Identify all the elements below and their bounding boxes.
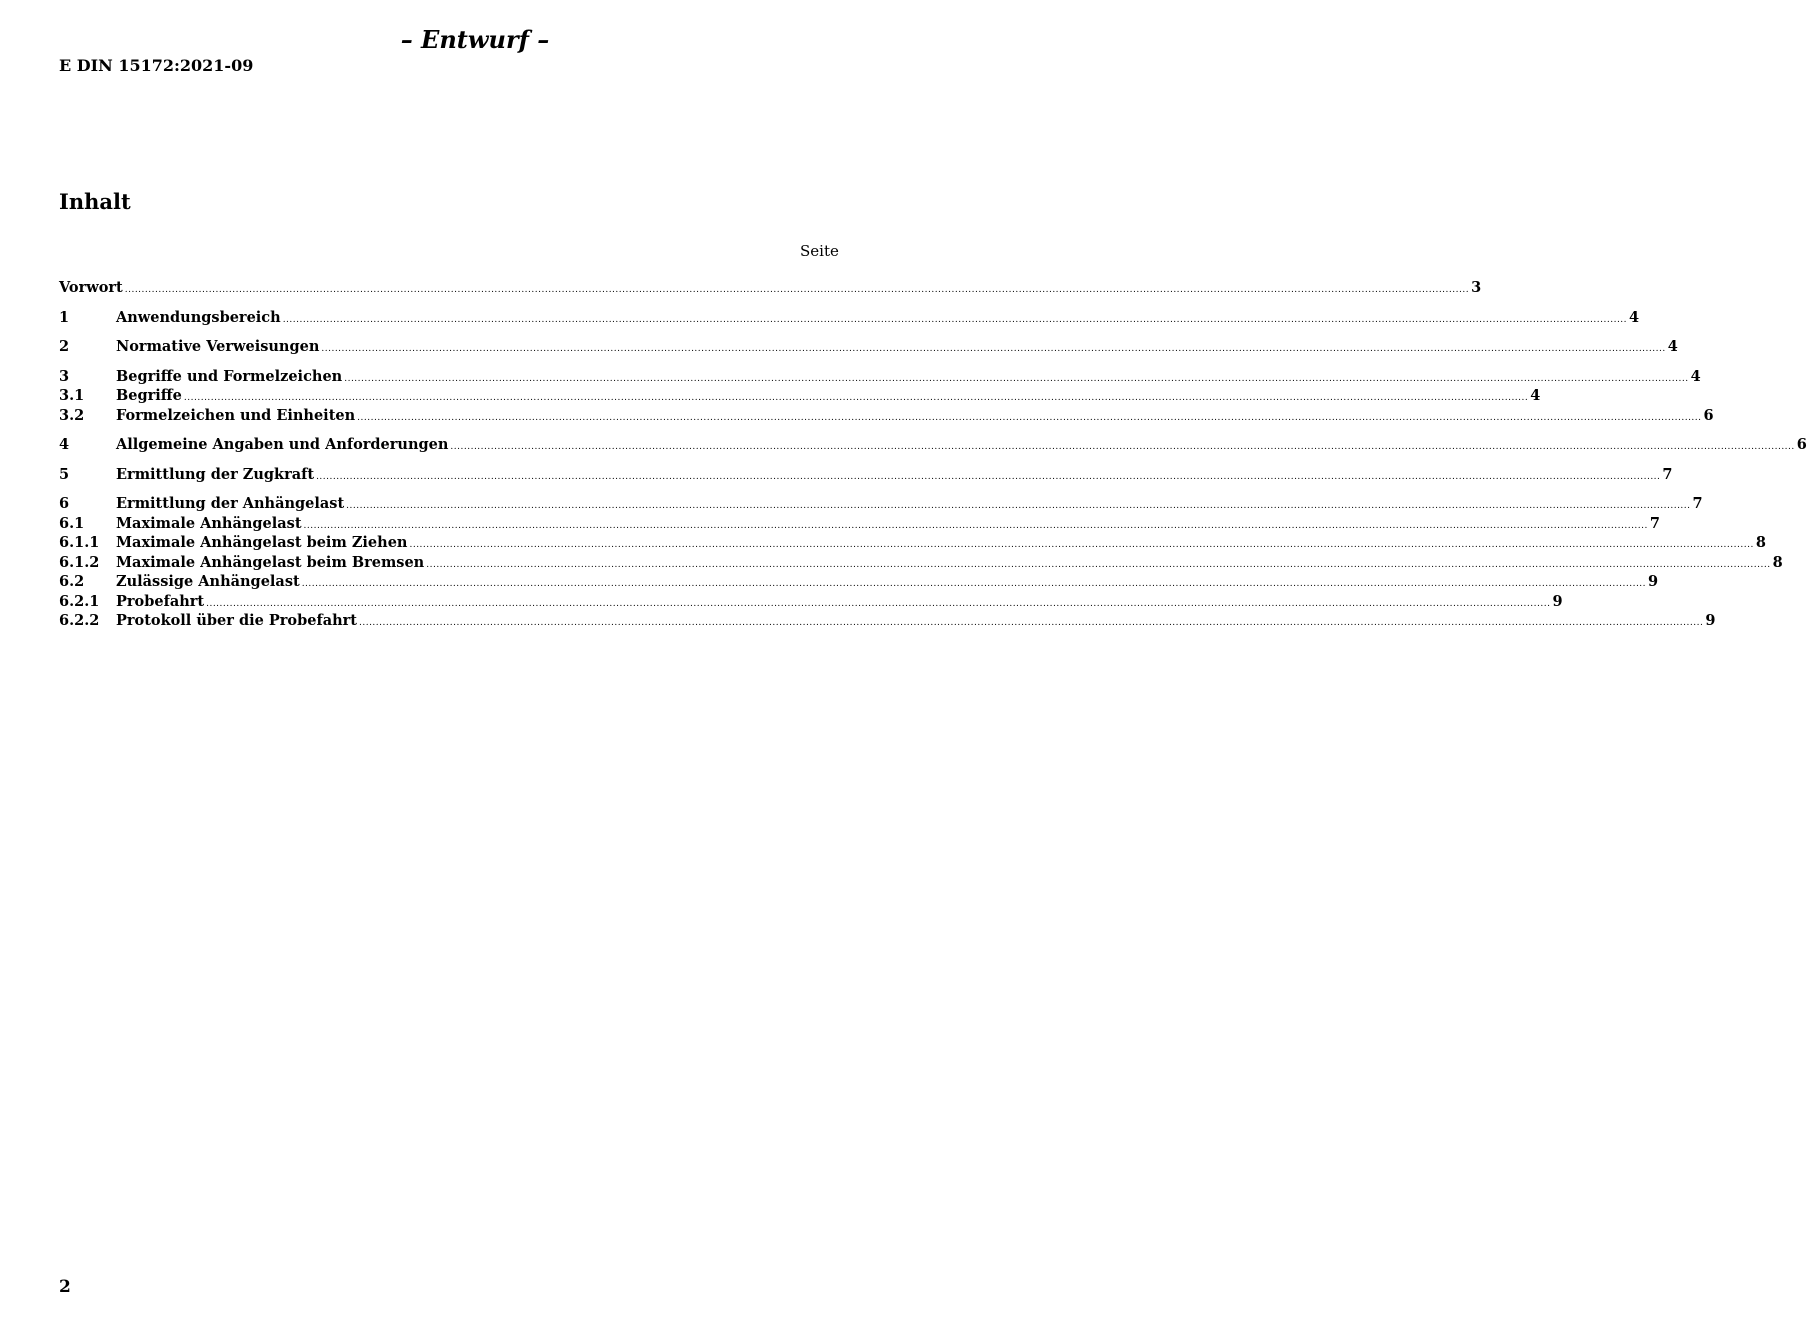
- toc-entry-number: 4: [59, 436, 70, 453]
- toc-entry-number: 6.2: [59, 573, 85, 590]
- toc-entry-title: Formelzeichen und Einheiten: [116, 406, 356, 424]
- toc-leader-dots: ................................................................................................................................................................................................................................................................................................................................................................................................................: [124, 285, 1470, 295]
- toc-entry[interactable]: [59, 611, 1716, 631]
- toc-entry-number: 1: [59, 308, 70, 326]
- toc-entry-page: 7: [1692, 495, 1703, 512]
- toc-entry-number: 6.2.2: [59, 612, 100, 629]
- toc-entry[interactable]: [59, 406, 1714, 426]
- document-id: E DIN 15172:2021-09: [59, 56, 254, 75]
- toc-entry-page: 4: [1629, 308, 1640, 326]
- toc-entry-title: Begriffe: [116, 387, 182, 404]
- toc-leader-dots: ................................................................................................................................................................................................................................................................................................................................................................................................................: [316, 471, 1661, 482]
- toc-leader-dots: ................................................................................................................................................................................................................................................................................................................................................................................................................: [206, 598, 1551, 609]
- toc-leader-dots: ................................................................................................................................................................................................................................................................................................................................................................................................................: [426, 559, 1771, 570]
- toc-entry-page: 9: [1552, 592, 1563, 610]
- toc-entry[interactable]: [59, 465, 1673, 485]
- toc-entry-title: Allgemeine Angaben und Anforderungen: [116, 436, 449, 453]
- toc-entry-title: Maximale Anhängelast beim Bremsen: [116, 553, 425, 571]
- toc-entry-number: 6.1.1: [59, 534, 100, 551]
- toc-leader-dots: ................................................................................................................................................................................................................................................................................................................................................................................................................: [450, 442, 1795, 452]
- draft-mark: – Entwurf –: [400, 25, 550, 54]
- toc-entry-number: 6: [59, 495, 70, 512]
- toc-entry-title: Maximale Anhängelast beim Ziehen: [116, 534, 408, 551]
- toc-entry-page: 7: [1662, 465, 1673, 483]
- toc-entry-title: Maximale Anhängelast: [116, 514, 302, 532]
- toc-entry-title: Probefahrt: [116, 592, 205, 610]
- table-of-contents: [59, 278, 1807, 631]
- toc-entry-page: 6: [1703, 406, 1714, 424]
- toc-entry-title: Vorwort: [59, 279, 123, 296]
- toc-leader-dots: ................................................................................................................................................................................................................................................................................................................................................................................................................: [303, 520, 1648, 531]
- toc-entry-page: 3: [1471, 279, 1482, 296]
- toc-leader-dots: ................................................................................................................................................................................................................................................................................................................................................................................................................: [321, 344, 1666, 354]
- toc-heading: Inhalt: [59, 189, 131, 214]
- toc-entry[interactable]: [59, 572, 1659, 592]
- toc-entry[interactable]: [59, 494, 1703, 514]
- toc-entry-number: 3: [59, 367, 70, 385]
- toc-leader-dots: ................................................................................................................................................................................................................................................................................................................................................................................................................: [183, 393, 1529, 403]
- toc-entry-title: Anwendungsbereich: [116, 308, 281, 326]
- toc-entry[interactable]: [59, 553, 1783, 573]
- toc-leader-dots: ................................................................................................................................................................................................................................................................................................................................................................................................................: [409, 540, 1754, 550]
- toc-entry-page: 9: [1648, 573, 1659, 590]
- toc-entry-number: 6.2.1: [59, 592, 100, 610]
- toc-entry[interactable]: [59, 278, 1482, 298]
- toc-entry[interactable]: [59, 514, 1660, 534]
- toc-leader-dots: ................................................................................................................................................................................................................................................................................................................................................................................................................: [301, 579, 1647, 589]
- toc-entry-title: Begriffe und Formelzeichen: [116, 367, 343, 385]
- toc-entry-page: 4: [1530, 387, 1541, 404]
- toc-entry-number: 6.1.2: [59, 553, 100, 571]
- toc-entry-page: 6: [1796, 436, 1807, 453]
- toc-entry[interactable]: [59, 308, 1640, 328]
- toc-entry[interactable]: [59, 592, 1563, 612]
- toc-entry-page: 8: [1772, 553, 1783, 571]
- page-number: 2: [59, 1277, 71, 1297]
- toc-leader-dots: ................................................................................................................................................................................................................................................................................................................................................................................................................: [346, 501, 1691, 511]
- toc-entry-title: Zulässige Anhängelast: [116, 573, 300, 590]
- toc-leader-dots: ................................................................................................................................................................................................................................................................................................................................................................................................................: [357, 412, 1702, 423]
- toc-entry-number: 3.1: [59, 387, 85, 404]
- toc-entry-page: 8: [1755, 534, 1766, 551]
- toc-page-column-label: Seite: [800, 242, 839, 260]
- toc-leader-dots: ................................................................................................................................................................................................................................................................................................................................................................................................................: [358, 618, 1704, 628]
- toc-entry[interactable]: [59, 435, 1807, 455]
- toc-entry-number: 2: [59, 338, 70, 355]
- toc-entry-number: 6.1: [59, 514, 85, 532]
- toc-entry[interactable]: [59, 337, 1678, 357]
- toc-leader-dots: ................................................................................................................................................................................................................................................................................................................................................................................................................: [282, 314, 1628, 325]
- toc-entry-title: Ermittlung der Anhängelast: [116, 495, 345, 512]
- toc-entry-page: 4: [1690, 367, 1701, 385]
- toc-entry-number: 3.2: [59, 406, 85, 424]
- toc-entry[interactable]: [59, 533, 1766, 553]
- toc-entry-page: 7: [1649, 514, 1660, 532]
- toc-entry-page: 9: [1705, 612, 1716, 629]
- toc-entry[interactable]: [59, 386, 1541, 406]
- toc-entry[interactable]: [59, 367, 1701, 387]
- toc-entry-number: 5: [59, 465, 70, 483]
- toc-entry-page: 4: [1667, 338, 1678, 355]
- toc-entry-title: Protokoll über die Probefahrt: [116, 612, 357, 629]
- toc-leader-dots: ................................................................................................................................................................................................................................................................................................................................................................................................................: [344, 373, 1689, 384]
- toc-entry-title: Ermittlung der Zugkraft: [116, 465, 315, 483]
- toc-entry-title: Normative Verweisungen: [116, 338, 320, 355]
